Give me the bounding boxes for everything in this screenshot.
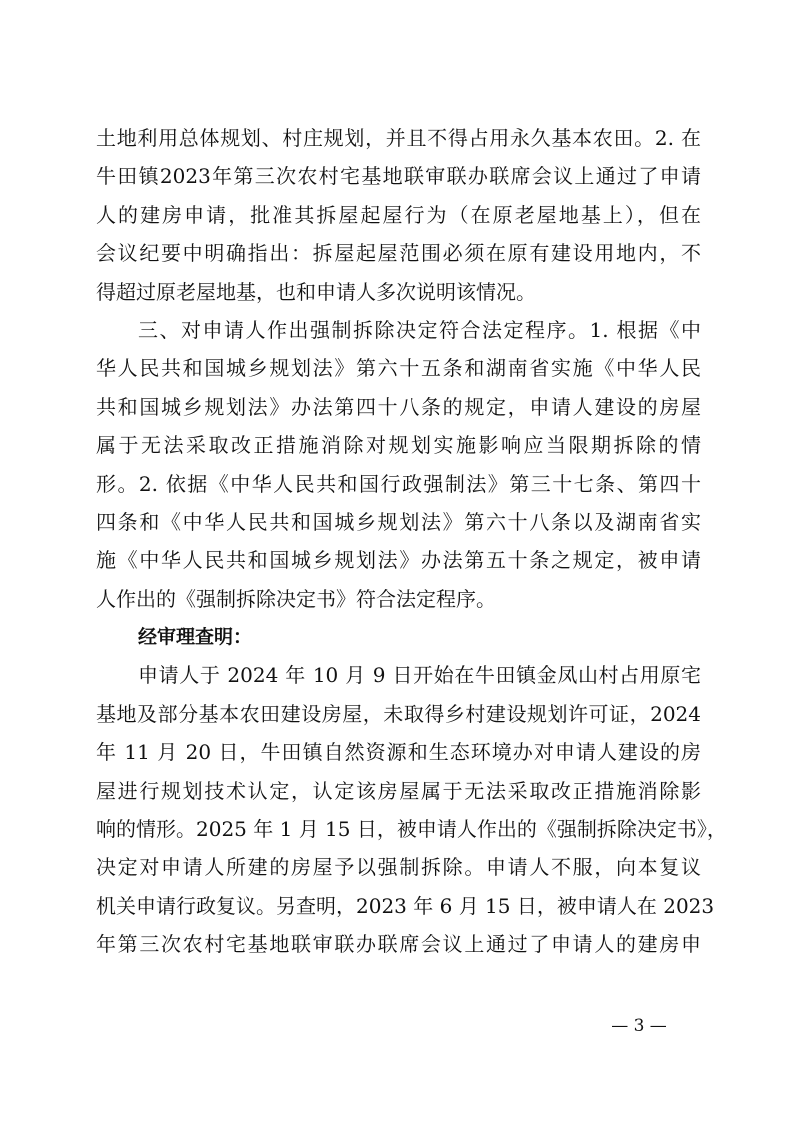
text-line: 三、对申请人作出强制拆除决定符合法定程序。1. 根据《中 xyxy=(138,317,701,342)
text-line: 年第三次农村宅基地联审联办联席会议上通过了申请人的建房申 xyxy=(96,932,701,957)
text-line: 机关申请行政复议。另查明，2023 年 6 月 15 日，被申请人在 2023 xyxy=(96,893,715,918)
text-line: 施《中华人民共和国城乡规划法》办法第五十条之规定，被申请 xyxy=(96,548,701,573)
text-line: 申请人于 2024 年 10 月 9 日开始在牛田镇金凤山村占用原宅 xyxy=(138,663,701,688)
text-line: 四条和《中华人民共和国城乡规划法》第六十八条以及湖南省实 xyxy=(96,509,701,534)
text-line: 会议纪要中明确指出：拆屋起屋范围必须在原有建设用地内，不 xyxy=(96,241,701,266)
text-line: 属于无法采取改正措施消除对规划实施影响应当限期拆除的情 xyxy=(96,433,701,458)
text-line: 人的建房申请，批准其拆屋起屋行为（在原老屋地基上），但在 xyxy=(96,202,701,227)
text-line: 人作出的《强制拆除决定书》符合法定程序。 xyxy=(96,586,496,611)
text-line: 共和国城乡规划法》办法第四十八条的规定，申请人建设的房屋 xyxy=(96,394,701,419)
document-body xyxy=(96,119,727,964)
paragraph xyxy=(96,119,701,311)
text-line: 屋进行规划技术认定，认定该房屋属于无法采取改正措施消除影 xyxy=(96,778,701,803)
paragraph xyxy=(96,656,727,963)
text-line: 响的情形。2025 年 1 月 15 日，被申请人作出的《强制拆除决定书》， xyxy=(96,817,727,842)
section-heading xyxy=(96,618,701,656)
text-line: 决定对申请人所建的房屋予以强制拆除。申请人不服，向本复议 xyxy=(96,855,701,880)
text-line: 华人民共和国城乡规划法》第六十五条和湖南省实施《中华人民 xyxy=(96,356,701,381)
paragraph xyxy=(96,311,701,618)
text-line: 形。2. 依据《中华人民共和国行政强制法》第三十七条、第四十 xyxy=(96,471,701,496)
page-number: — 3 — xyxy=(611,1016,667,1036)
text-line: 得超过原老屋地基，也和申请人多次说明该情况。 xyxy=(96,279,536,304)
text-line: 基地及部分基本农田建设房屋，未取得乡村建设规划许可证，2024 xyxy=(96,701,701,726)
text-line: 经审理查明： xyxy=(138,626,253,649)
text-line: 牛田镇2023年第三次农村宅基地联审联办联席会议上通过了申请 xyxy=(96,164,701,189)
text-line: 土地利用总体规划、村庄规划，并且不得占用永久基本农田。2. 在 xyxy=(96,126,701,150)
text-line: 年 11 月 20 日，牛田镇自然资源和生态环境办对申请人建设的房 xyxy=(96,740,701,765)
